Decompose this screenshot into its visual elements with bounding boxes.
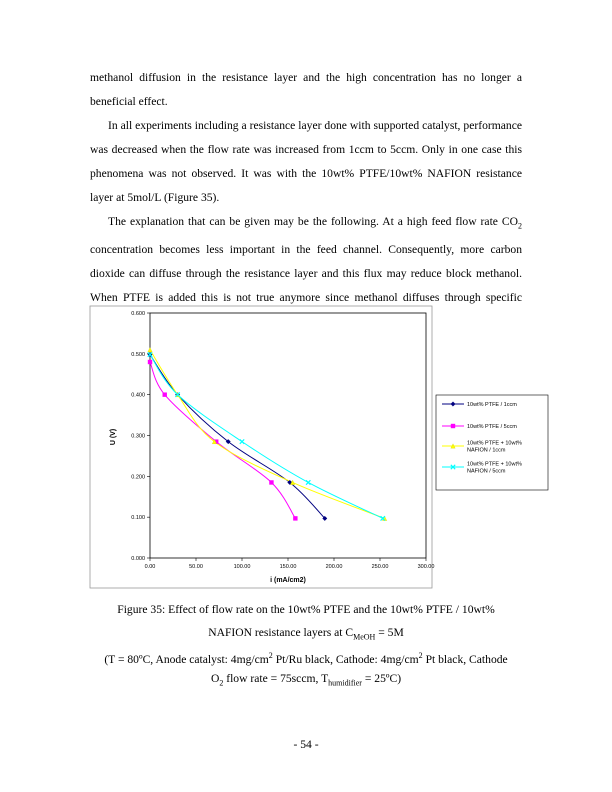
- caption-sup-2: 2: [418, 651, 423, 660]
- caption-humidifier-subscript: humidifier: [328, 678, 362, 688]
- caption-line-4: [60, 667, 552, 695]
- caption-line-3-part-c: Pt black, Cathode: [422, 652, 508, 666]
- x-tick-label: 250.00: [371, 564, 389, 570]
- y-tick-label: 0.400: [131, 392, 145, 399]
- legend-label-1: [467, 402, 517, 408]
- legend-swatch-marker-2: [451, 424, 455, 428]
- paragraph-2: In all experiments including a resistance layer done with supported catalyst, performance was decreased when the flow rate was increased from 1ccm to 5ccm. Only in one case this phenomena was not observed. It was with the 10wt% PTFE/10wt% NAFION resistance layer at 5mol/L (Figure 35).: [90, 119, 522, 204]
- x-tick-label: 200.00: [325, 564, 343, 570]
- y-tick-label: 0.600: [131, 311, 145, 317]
- y-tick-label: 0.100: [131, 515, 145, 522]
- x-tick-label: 300.00: [417, 564, 435, 570]
- paragraph-3-subscript: 2: [518, 221, 522, 231]
- y-tick-label: 0.500: [131, 351, 145, 358]
- caption-line-4-part-b: flow rate = 75sccm, T: [223, 672, 329, 685]
- legend-label-line: 10wt% PTFE + 10wt%: [467, 461, 522, 468]
- series-2-point: [148, 360, 152, 364]
- plot-area: [150, 313, 426, 558]
- legend-label-line: 10wt% PTFE + 10wt%: [467, 440, 522, 447]
- caption-o2-subscript: 2: [219, 678, 224, 688]
- paragraph-3-part-a: The explanation that can be given may be the following. At a high feed flow rate CO: [108, 215, 518, 228]
- x-tick-label: 100.00: [233, 564, 251, 570]
- caption-line-2-part-a: NAFION resistance layers at C: [208, 626, 354, 639]
- caption-line-4-part-c: = 25ºC): [361, 672, 402, 685]
- y-axis-label: U (V): [110, 428, 117, 446]
- caption-meoh-subscript: MeOH: [353, 632, 376, 642]
- x-axis-label: i (mA/cm2): [270, 577, 306, 584]
- paragraph-1: methanol diffusion in the resistance layer and the high concentration has no longer a beneficial effect.: [90, 71, 522, 108]
- page-number: - 54 -: [293, 738, 319, 751]
- series-2-point: [293, 516, 297, 520]
- legend-label-line: NAFION / 5ccm: [467, 468, 506, 475]
- caption-line-2-part-b: = 5M: [375, 626, 404, 639]
- caption-sup-1: 2: [268, 651, 273, 660]
- caption-line-3-part-a: (T = 80ºC, Anode catalyst: 4mg/cm: [104, 652, 269, 666]
- series-2-point: [269, 480, 273, 484]
- x-tick-label: 50.00: [189, 564, 203, 570]
- x-tick-label: 0.00: [144, 564, 156, 570]
- legend-label-line: 10wt% PTFE / 1ccm: [467, 402, 517, 408]
- caption-line-4-part-a: O: [210, 672, 220, 685]
- legend-label-line: NAFION / 1ccm: [467, 447, 506, 454]
- caption-line-3-part-b: Pt/Ru black, Cathode: 4mg/cm: [272, 652, 419, 666]
- y-tick-label: 0.300: [131, 433, 145, 440]
- legend-label-line: 10wt% PTFE / 5ccm: [467, 424, 517, 430]
- y-tick-label: 0.200: [131, 474, 145, 481]
- caption-line-1: Figure 35: Effect of flow rate on the 10wt% PTFE and the 10wt% PTFE / 10wt%: [117, 603, 495, 616]
- legend-label-2: [467, 424, 517, 430]
- y-tick-label: 0.000: [131, 556, 145, 562]
- series-2-point: [163, 392, 167, 396]
- paragraph-3-part-b: concentration becomes less important in the feed channel. Consequently, more carbon dioxide can diffuse through the resistance layer and this flux may reduce block methanol. When PTFE is added this is not true anymore since methanol diffuses through specific: [90, 243, 522, 305]
- x-tick-label: 150.00: [279, 564, 297, 570]
